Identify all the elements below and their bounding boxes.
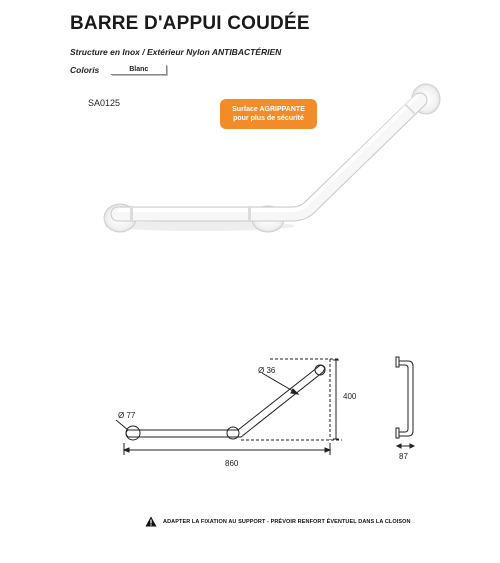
warning-text: ADAPTER LA FIXATION AU SUPPORT - PRÉVOIR RENFORT ÉVENTUEL DANS LA CLOISON: [163, 518, 411, 525]
coloris-label: Coloris: [70, 65, 100, 75]
dimension-height: 400: [343, 392, 357, 401]
dimension-plate-diameter: Ø 77: [118, 411, 136, 420]
installation-warning: [145, 516, 411, 527]
coloris-swatch-blanc: Blanc: [111, 65, 167, 75]
page-title: BARRE D'APPUI COUDÉE: [70, 13, 310, 34]
badge-line-1: Surface AGRIPPANTE: [232, 106, 305, 113]
product-reference: SA0125: [88, 98, 121, 108]
badge-line-2: pour plus de sécurité: [233, 115, 304, 122]
grab-bar-tube: [118, 100, 420, 214]
dimension-width: 860: [225, 459, 239, 468]
dimension-tube-diameter: Ø 36: [258, 366, 276, 375]
product-subtitle: Structure en Inox / Extérieur Nylon ANTIBACTÉRIEN: [70, 47, 282, 57]
dimension-depth: 87: [399, 452, 408, 461]
warning-icon: [145, 516, 157, 527]
